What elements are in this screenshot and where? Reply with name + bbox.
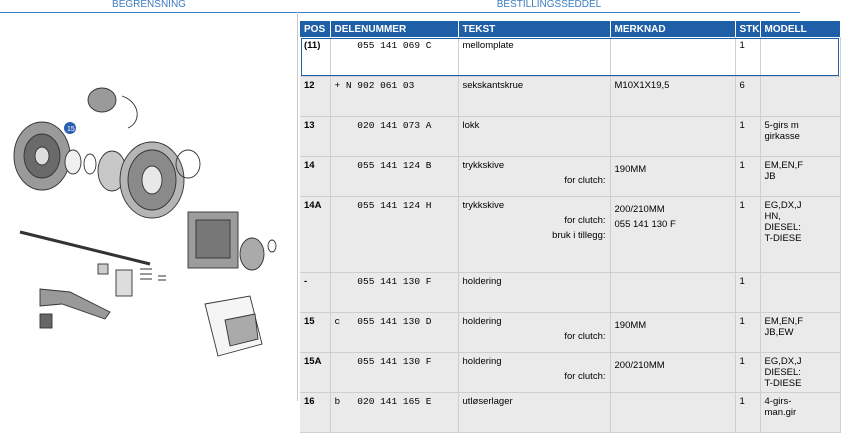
exploded-parts-diagram xyxy=(0,14,298,401)
cell-modell: 4-girs- man.gir xyxy=(760,393,840,433)
cell-delenummer: + N 902 061 03 xyxy=(330,77,458,117)
cell-merknad xyxy=(610,393,735,433)
sub-label: for clutch: xyxy=(564,331,606,342)
cell-stk: 1 xyxy=(735,37,760,77)
tekst-value: holdering xyxy=(462,356,502,367)
order-table-wrapper[interactable] xyxy=(300,21,807,418)
col-delenummer[interactable]: DELENUMMER xyxy=(330,21,458,37)
cell-tekst xyxy=(458,273,610,313)
cell-pos: 14 xyxy=(300,157,330,197)
sub-value: 200/210MM xyxy=(614,204,665,215)
cell-modell xyxy=(760,77,840,117)
cell-tekst xyxy=(458,393,610,433)
cell-stk: 6 xyxy=(735,77,760,117)
order-table xyxy=(300,21,841,433)
sub-label: for clutch: xyxy=(564,371,606,382)
cell-pos: 13 xyxy=(300,117,330,157)
col-modell[interactable]: MODELL xyxy=(760,21,840,37)
cell-modell: EG,DX,J DIESEL: T-DIESE xyxy=(760,353,840,393)
cell-delenummer: 055 141 124 B xyxy=(330,157,458,197)
tekst-value: utløserlager xyxy=(462,396,513,407)
cell-delenummer: 055 141 124 H xyxy=(330,197,458,273)
table-row[interactable] xyxy=(300,353,840,393)
sub-value: 200/210MM xyxy=(614,360,665,371)
cell-pos: 14A xyxy=(300,197,330,273)
cell-tekst xyxy=(458,313,610,353)
cell-merknad xyxy=(610,273,735,313)
cell-modell xyxy=(760,37,840,77)
cell-delenummer: c 055 141 130 D xyxy=(330,313,458,353)
cell-merknad xyxy=(610,157,735,197)
diagram-panel xyxy=(0,0,298,401)
cell-delenummer: 020 141 073 A xyxy=(330,117,458,157)
tekst-value: lokk xyxy=(462,120,480,131)
cell-stk: 1 xyxy=(735,117,760,157)
cell-delenummer: 055 141 130 F xyxy=(330,273,458,313)
cell-modell: 5-girs m girkasse xyxy=(760,117,840,157)
tekst-value: trykkskive xyxy=(462,160,505,171)
sub-label: bruk i tillegg: xyxy=(552,230,606,241)
cell-tekst xyxy=(458,353,610,393)
cell-stk: 1 xyxy=(735,353,760,393)
cell-merknad xyxy=(610,37,735,77)
cell-delenummer: 055 141 069 C xyxy=(330,37,458,77)
cell-pos: 15A xyxy=(300,353,330,393)
col-pos[interactable]: POS xyxy=(300,21,330,37)
sub-label: for clutch: xyxy=(564,215,606,226)
callout-label: 15 xyxy=(67,126,75,133)
cell-stk: 1 xyxy=(735,313,760,353)
cell-modell: EG,DX,J HN, DIESEL: T-DIESE xyxy=(760,197,840,273)
col-tekst[interactable]: TEKST xyxy=(458,21,610,37)
tekst-value: holdering xyxy=(462,316,502,327)
cell-stk: 1 xyxy=(735,197,760,273)
sub-value: 190MM xyxy=(614,164,647,175)
cell-modell: EM,EN,F JB,EW xyxy=(760,313,840,353)
cell-modell xyxy=(760,273,840,313)
table-row[interactable] xyxy=(300,313,840,353)
cell-merknad xyxy=(610,197,735,273)
table-row[interactable] xyxy=(300,77,840,117)
cell-merknad xyxy=(610,117,735,157)
tekst-value: sekskantskrue xyxy=(462,80,524,91)
table-row[interactable] xyxy=(300,37,840,77)
tekst-value: holdering xyxy=(462,276,502,287)
table-row[interactable] xyxy=(300,197,840,273)
sub-value: 055 141 130 F xyxy=(614,219,676,230)
cell-tekst xyxy=(458,37,610,77)
tekst-value: mellomplate xyxy=(462,40,514,51)
cell-pos: 15 xyxy=(300,313,330,353)
table-row[interactable] xyxy=(300,157,840,197)
table-header-row xyxy=(300,21,840,37)
cell-merknad xyxy=(610,77,735,117)
table-row[interactable] xyxy=(300,273,840,313)
right-panel-title: BESTILLINGSSEDDEL xyxy=(298,0,800,13)
cell-pos: - xyxy=(300,273,330,313)
cell-tekst xyxy=(458,117,610,157)
left-panel-title: BEGRENSNING xyxy=(0,0,298,13)
cell-stk: 1 xyxy=(735,273,760,313)
sub-value: 190MM xyxy=(614,320,647,331)
cell-tekst xyxy=(458,77,610,117)
table-row[interactable] xyxy=(300,393,840,433)
sub-label: for clutch: xyxy=(564,175,606,186)
merknad-value: M10X1X19,5 xyxy=(614,80,670,91)
cell-delenummer: 055 141 130 F xyxy=(330,353,458,393)
cell-tekst xyxy=(458,197,610,273)
cell-pos: 12 xyxy=(300,77,330,117)
cell-pos: 16 xyxy=(300,393,330,433)
cell-merknad xyxy=(610,353,735,393)
cell-pos: (11) xyxy=(300,37,330,77)
cell-stk: 1 xyxy=(735,157,760,197)
col-merknad[interactable]: MERKNAD xyxy=(610,21,735,37)
cell-stk: 1 xyxy=(735,393,760,433)
tekst-value: trykkskive xyxy=(462,200,505,211)
cell-modell: EM,EN,F JB xyxy=(760,157,840,197)
panel-divider xyxy=(297,12,298,401)
cell-delenummer: b 020 141 165 E xyxy=(330,393,458,433)
table-row[interactable] xyxy=(300,117,840,157)
cell-tekst xyxy=(458,157,610,197)
cell-merknad xyxy=(610,313,735,353)
col-stk[interactable]: STK xyxy=(735,21,760,37)
